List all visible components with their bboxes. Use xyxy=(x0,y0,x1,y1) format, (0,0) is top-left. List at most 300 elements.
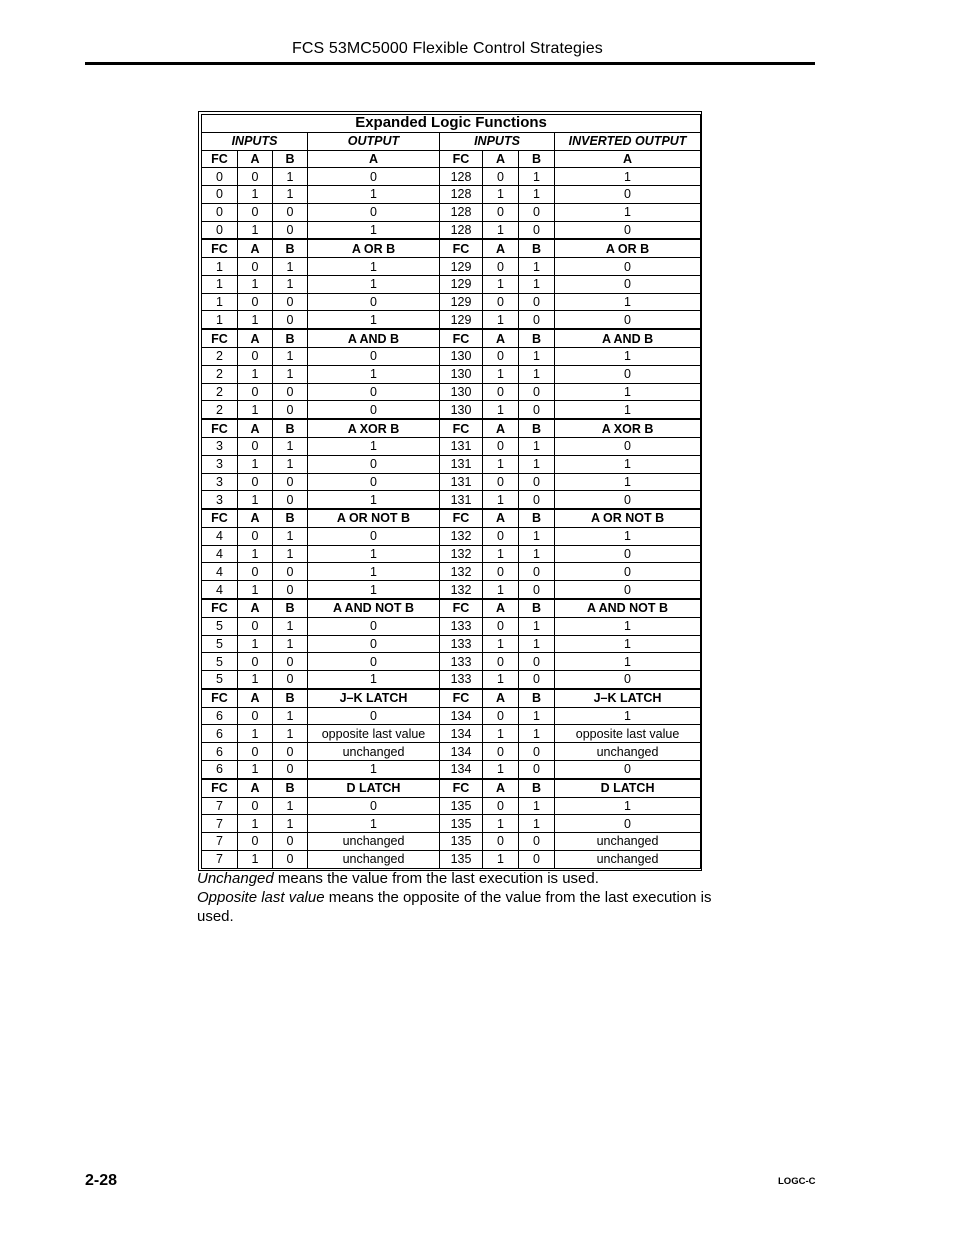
function-header-cell: A XOR B xyxy=(308,419,440,437)
table-cell: 0 xyxy=(483,563,519,581)
table-cell: 1 xyxy=(519,258,555,276)
function-header-cell: J–K LATCH xyxy=(308,689,440,707)
table-row xyxy=(202,850,701,868)
table-cell: 1 xyxy=(483,455,519,473)
table-cell: 1 xyxy=(202,311,238,329)
table-cell: 1 xyxy=(483,850,519,868)
table-cell: 0 xyxy=(273,743,308,761)
table-cell: 130 xyxy=(440,365,483,383)
table-row xyxy=(202,653,701,671)
table-cell: 0 xyxy=(555,365,701,383)
function-header-cell: J–K LATCH xyxy=(555,689,701,707)
table-cell: 1 xyxy=(483,221,519,239)
function-header-cell: A AND B xyxy=(555,329,701,347)
table-cell: 1 xyxy=(555,293,701,311)
table-cell: 128 xyxy=(440,203,483,221)
table-cell: 135 xyxy=(440,850,483,868)
table-cell: 0 xyxy=(273,581,308,599)
table-cell: 0 xyxy=(519,760,555,778)
table-cell: 4 xyxy=(202,581,238,599)
table-cell: 0 xyxy=(519,311,555,329)
table-cell: 0 xyxy=(273,293,308,311)
table-cell: 1 xyxy=(273,707,308,725)
table-cell: 1 xyxy=(273,815,308,833)
table-cell: 1 xyxy=(519,275,555,293)
note-unchanged xyxy=(197,869,717,888)
table-cell: 0 xyxy=(202,221,238,239)
table-cell: 3 xyxy=(202,491,238,509)
table-cell: 1 xyxy=(555,348,701,366)
table-cell: 1 xyxy=(483,671,519,689)
table-row xyxy=(202,186,701,204)
table-cell: 129 xyxy=(440,275,483,293)
table-cell: 1 xyxy=(202,275,238,293)
table-cell: 1 xyxy=(273,168,308,186)
table-cell: 0 xyxy=(308,473,440,491)
function-header-cell: A xyxy=(238,329,273,347)
expanded-logic-functions-table xyxy=(201,114,701,869)
note-opposite-text: means the opposite of the value from the last execution is used. xyxy=(197,889,712,925)
table-cell: 1 xyxy=(483,760,519,778)
function-header-cell: A OR B xyxy=(555,239,701,257)
table-cell: 0 xyxy=(519,401,555,419)
table-cell: 0 xyxy=(308,635,440,653)
table-cell: 0 xyxy=(308,707,440,725)
table-cell: 0 xyxy=(519,581,555,599)
table-cell: 0 xyxy=(555,186,701,204)
function-header-cell: B xyxy=(519,689,555,707)
table-cell: 1 xyxy=(519,186,555,204)
function-header-cell: A xyxy=(308,150,440,168)
table-cell: 0 xyxy=(555,760,701,778)
table-row xyxy=(202,455,701,473)
table-cell: 4 xyxy=(202,545,238,563)
function-header-cell: A AND NOT B xyxy=(308,599,440,617)
table-cell: 1 xyxy=(519,707,555,725)
table-cell: 1 xyxy=(555,383,701,401)
table-cell: 0 xyxy=(555,311,701,329)
table-cell: 133 xyxy=(440,635,483,653)
table-cell: 5 xyxy=(202,671,238,689)
table-cell: 1 xyxy=(519,635,555,653)
table-cell: 0 xyxy=(238,258,273,276)
table-cell: 1 xyxy=(555,473,701,491)
table-cell: 131 xyxy=(440,455,483,473)
table-cell: 1 xyxy=(238,221,273,239)
function-header-cell: B xyxy=(519,150,555,168)
table-cell: 0 xyxy=(483,293,519,311)
table-cell: 1 xyxy=(308,258,440,276)
group-inputs-left: INPUTS xyxy=(202,132,308,150)
table-row xyxy=(202,581,701,599)
table-cell: 0 xyxy=(273,760,308,778)
function-header-cell: A xyxy=(555,150,701,168)
table-cell: 0 xyxy=(555,258,701,276)
table-cell: 0 xyxy=(238,797,273,815)
table-cell: 1 xyxy=(308,545,440,563)
table-cell: 0 xyxy=(483,383,519,401)
table-row xyxy=(202,491,701,509)
group-inverted-output: INVERTED OUTPUT xyxy=(555,132,701,150)
table-cell: 1 xyxy=(519,545,555,563)
table-cell: 1 xyxy=(238,850,273,868)
function-header-cell: A OR B xyxy=(308,239,440,257)
table-cell: 0 xyxy=(308,348,440,366)
function-header-cell: A xyxy=(238,419,273,437)
table-cell: 2 xyxy=(202,383,238,401)
table-cell: 0 xyxy=(273,563,308,581)
table-cell: 0 xyxy=(202,186,238,204)
function-header-cell: A xyxy=(483,239,519,257)
table-cell: 0 xyxy=(483,168,519,186)
function-header-cell: B xyxy=(273,509,308,527)
table-cell: 0 xyxy=(273,850,308,868)
table-cell: 0 xyxy=(555,545,701,563)
table-cell: 0 xyxy=(308,203,440,221)
note-opposite xyxy=(197,888,717,926)
table-cell: 0 xyxy=(238,563,273,581)
table-cell: 1 xyxy=(519,617,555,635)
table-cell: 2 xyxy=(202,401,238,419)
table-cell: 0 xyxy=(238,383,273,401)
function-header-cell: A xyxy=(483,779,519,797)
table-cell: 1 xyxy=(519,527,555,545)
table-cell: 1 xyxy=(519,797,555,815)
function-header-cell: A xyxy=(483,509,519,527)
table-cell: 1 xyxy=(238,725,273,743)
table-cell: 133 xyxy=(440,653,483,671)
note-opposite-term: Opposite last value xyxy=(197,889,325,906)
table-cell: 0 xyxy=(273,383,308,401)
table-cell: 0 xyxy=(483,653,519,671)
table-cell: 1 xyxy=(308,563,440,581)
table-cell: 1 xyxy=(308,815,440,833)
function-header-cell: B xyxy=(519,239,555,257)
table-cell: 0 xyxy=(238,203,273,221)
table-notes xyxy=(197,869,717,926)
table-cell: unchanged xyxy=(555,833,701,851)
table-cell: 130 xyxy=(440,348,483,366)
table-cell: 129 xyxy=(440,311,483,329)
table-cell: 0 xyxy=(308,617,440,635)
function-header-row xyxy=(202,419,701,437)
table-row xyxy=(202,527,701,545)
function-header-row xyxy=(202,779,701,797)
table-cell: 1 xyxy=(273,635,308,653)
table-row xyxy=(202,168,701,186)
column-group-row xyxy=(202,132,701,150)
function-header-cell: B xyxy=(273,689,308,707)
table-cell: 1 xyxy=(555,707,701,725)
table-cell: 129 xyxy=(440,293,483,311)
table-cell: 6 xyxy=(202,707,238,725)
table-cell: 0 xyxy=(555,671,701,689)
table-cell: 0 xyxy=(519,203,555,221)
table-cell: 1 xyxy=(483,545,519,563)
table-cell: 129 xyxy=(440,258,483,276)
function-header-row xyxy=(202,239,701,257)
table-cell: 1 xyxy=(238,815,273,833)
table-cell: 7 xyxy=(202,797,238,815)
table-cell: 0 xyxy=(238,437,273,455)
table-cell: 0 xyxy=(273,473,308,491)
table-cell: unchanged xyxy=(308,833,440,851)
table-cell: 1 xyxy=(519,437,555,455)
table-cell: 131 xyxy=(440,491,483,509)
document-code: LOGC-C xyxy=(778,1176,816,1187)
table-cell: 0 xyxy=(519,743,555,761)
table-cell: 0 xyxy=(238,617,273,635)
table-cell: 1 xyxy=(483,275,519,293)
function-header-cell: B xyxy=(519,419,555,437)
function-header-cell: A AND NOT B xyxy=(555,599,701,617)
page-header-title: FCS 53MC5000 Flexible Control Strategies xyxy=(292,40,603,57)
table-cell: 1 xyxy=(273,186,308,204)
note-unchanged-term: Unchanged xyxy=(197,870,274,887)
table-cell: 1 xyxy=(308,311,440,329)
table-cell: 1 xyxy=(555,168,701,186)
table-cell: opposite last value xyxy=(308,725,440,743)
table-cell: 1 xyxy=(273,437,308,455)
table-title-row xyxy=(202,115,701,133)
table-cell: 130 xyxy=(440,401,483,419)
table-cell: 0 xyxy=(483,203,519,221)
function-header-cell: B xyxy=(519,509,555,527)
function-header-cell: B xyxy=(273,239,308,257)
function-header-cell: A xyxy=(483,599,519,617)
table-row xyxy=(202,797,701,815)
table-cell: 0 xyxy=(519,221,555,239)
table-row xyxy=(202,815,701,833)
function-header-cell: A xyxy=(238,599,273,617)
function-header-cell: FC xyxy=(202,419,238,437)
function-header-cell: FC xyxy=(202,239,238,257)
table-cell: 1 xyxy=(273,617,308,635)
table-cell: 0 xyxy=(273,221,308,239)
table-cell: 1 xyxy=(555,617,701,635)
table-cell: 1 xyxy=(555,401,701,419)
function-header-cell: A AND B xyxy=(308,329,440,347)
table-cell: 0 xyxy=(238,168,273,186)
table-cell: 1 xyxy=(519,725,555,743)
table-cell: 1 xyxy=(238,186,273,204)
table-cell: 0 xyxy=(308,797,440,815)
table-cell: 1 xyxy=(238,455,273,473)
table-cell: 3 xyxy=(202,437,238,455)
page-number: 2-28 xyxy=(85,1172,118,1189)
table-cell: 1 xyxy=(273,258,308,276)
table-cell: 1 xyxy=(483,311,519,329)
table-cell: 1 xyxy=(308,437,440,455)
table-cell: 2 xyxy=(202,348,238,366)
function-header-cell: A XOR B xyxy=(555,419,701,437)
table-cell: 6 xyxy=(202,725,238,743)
table-cell: 1 xyxy=(273,545,308,563)
table-cell: 0 xyxy=(519,473,555,491)
table-cell: 132 xyxy=(440,545,483,563)
table-cell: 0 xyxy=(273,491,308,509)
table-row xyxy=(202,258,701,276)
table-cell: 132 xyxy=(440,581,483,599)
function-header-cell: FC xyxy=(202,779,238,797)
function-header-cell: A xyxy=(238,779,273,797)
table-row xyxy=(202,617,701,635)
table-cell: 1 xyxy=(519,348,555,366)
function-header-cell: D LATCH xyxy=(555,779,701,797)
table-cell: 5 xyxy=(202,653,238,671)
table-cell: 1 xyxy=(555,203,701,221)
table-cell: 0 xyxy=(483,833,519,851)
function-header-cell: A xyxy=(238,509,273,527)
function-header-cell: B xyxy=(273,419,308,437)
table-cell: 1 xyxy=(555,635,701,653)
table-row xyxy=(202,725,701,743)
table-cell: 1 xyxy=(555,797,701,815)
table-cell: 1 xyxy=(483,401,519,419)
table-cell: 7 xyxy=(202,833,238,851)
table-cell: 0 xyxy=(308,168,440,186)
table-cell: 0 xyxy=(238,653,273,671)
table-cell: 1 xyxy=(308,186,440,204)
table-cell: 6 xyxy=(202,743,238,761)
table-cell: 0 xyxy=(308,653,440,671)
table-cell: 4 xyxy=(202,563,238,581)
table-cell: 0 xyxy=(555,437,701,455)
header-rule xyxy=(85,62,815,65)
table-cell: 4 xyxy=(202,527,238,545)
table-cell: 135 xyxy=(440,833,483,851)
table-cell: 1 xyxy=(483,491,519,509)
table-cell: 133 xyxy=(440,671,483,689)
function-header-cell: FC xyxy=(440,150,483,168)
table-cell: 128 xyxy=(440,168,483,186)
table-cell: 131 xyxy=(440,437,483,455)
table-cell: 133 xyxy=(440,617,483,635)
function-header-cell: FC xyxy=(202,150,238,168)
group-output: OUTPUT xyxy=(308,132,440,150)
function-header-cell: B xyxy=(273,599,308,617)
table-cell: 1 xyxy=(519,365,555,383)
table-cell: 5 xyxy=(202,635,238,653)
function-header-cell: A OR NOT B xyxy=(308,509,440,527)
table-cell: 0 xyxy=(519,383,555,401)
table-cell: 0 xyxy=(238,527,273,545)
table-cell: 0 xyxy=(238,707,273,725)
table-title: Expanded Logic Functions xyxy=(202,115,701,133)
note-unchanged-text: means the value from the last execution is used. xyxy=(273,870,599,887)
table-cell: 0 xyxy=(273,401,308,419)
table-cell: 1 xyxy=(555,653,701,671)
table-cell: 1 xyxy=(308,275,440,293)
function-header-row xyxy=(202,689,701,707)
table-cell: 1 xyxy=(308,221,440,239)
table-row xyxy=(202,473,701,491)
table-cell: 1 xyxy=(308,671,440,689)
table-row xyxy=(202,707,701,725)
table-cell: 7 xyxy=(202,815,238,833)
function-header-cell: D LATCH xyxy=(308,779,440,797)
table-cell: 1 xyxy=(555,527,701,545)
table-cell: 0 xyxy=(483,743,519,761)
table-cell: 0 xyxy=(555,221,701,239)
table-row xyxy=(202,311,701,329)
table-cell: unchanged xyxy=(555,743,701,761)
table-cell: 1 xyxy=(483,635,519,653)
function-header-cell: B xyxy=(273,329,308,347)
table-cell: 1 xyxy=(273,365,308,383)
table-row xyxy=(202,743,701,761)
table-row xyxy=(202,671,701,689)
table-cell: unchanged xyxy=(555,850,701,868)
table-cell: 130 xyxy=(440,383,483,401)
function-header-cell: A xyxy=(238,689,273,707)
table-cell: 1 xyxy=(308,491,440,509)
table-cell: 0 xyxy=(273,833,308,851)
table-cell: 0 xyxy=(238,743,273,761)
table-cell: 1 xyxy=(238,275,273,293)
function-header-cell: A xyxy=(483,329,519,347)
table-cell: 0 xyxy=(555,275,701,293)
function-header-cell: FC xyxy=(202,509,238,527)
function-header-cell: FC xyxy=(440,509,483,527)
table-cell: 1 xyxy=(483,581,519,599)
table-cell: 134 xyxy=(440,725,483,743)
table-cell: 0 xyxy=(308,455,440,473)
table-cell: 134 xyxy=(440,707,483,725)
table-cell: 1 xyxy=(238,581,273,599)
table-row xyxy=(202,383,701,401)
table-cell: 0 xyxy=(273,311,308,329)
table-cell: 0 xyxy=(202,168,238,186)
table-cell: 0 xyxy=(238,293,273,311)
table-cell: 1 xyxy=(238,311,273,329)
function-header-cell: FC xyxy=(440,239,483,257)
table-cell: 1 xyxy=(308,365,440,383)
table-cell: 5 xyxy=(202,617,238,635)
table-cell: 128 xyxy=(440,186,483,204)
table-cell: 1 xyxy=(483,725,519,743)
table-row xyxy=(202,221,701,239)
table-row xyxy=(202,275,701,293)
table-cell: 1 xyxy=(273,348,308,366)
table-cell: opposite last value xyxy=(555,725,701,743)
table-row xyxy=(202,401,701,419)
function-header-cell: FC xyxy=(440,599,483,617)
table-cell: 0 xyxy=(483,797,519,815)
table-cell: 1 xyxy=(308,760,440,778)
table-cell: 6 xyxy=(202,760,238,778)
table-cell: 1 xyxy=(238,671,273,689)
function-header-cell: B xyxy=(273,150,308,168)
table-cell: 3 xyxy=(202,455,238,473)
table-cell: 0 xyxy=(273,671,308,689)
table-row xyxy=(202,545,701,563)
table-cell: 0 xyxy=(519,653,555,671)
table-row xyxy=(202,348,701,366)
table-cell: 1 xyxy=(519,455,555,473)
table-cell: 0 xyxy=(519,293,555,311)
table-cell: unchanged xyxy=(308,850,440,868)
table-cell: 1 xyxy=(238,491,273,509)
table-row xyxy=(202,760,701,778)
table-cell: 0 xyxy=(483,258,519,276)
table-row xyxy=(202,437,701,455)
table-cell: 0 xyxy=(483,437,519,455)
table-cell: 0 xyxy=(555,491,701,509)
table-cell: 0 xyxy=(519,491,555,509)
function-header-row xyxy=(202,150,701,168)
table-cell: 1 xyxy=(483,365,519,383)
